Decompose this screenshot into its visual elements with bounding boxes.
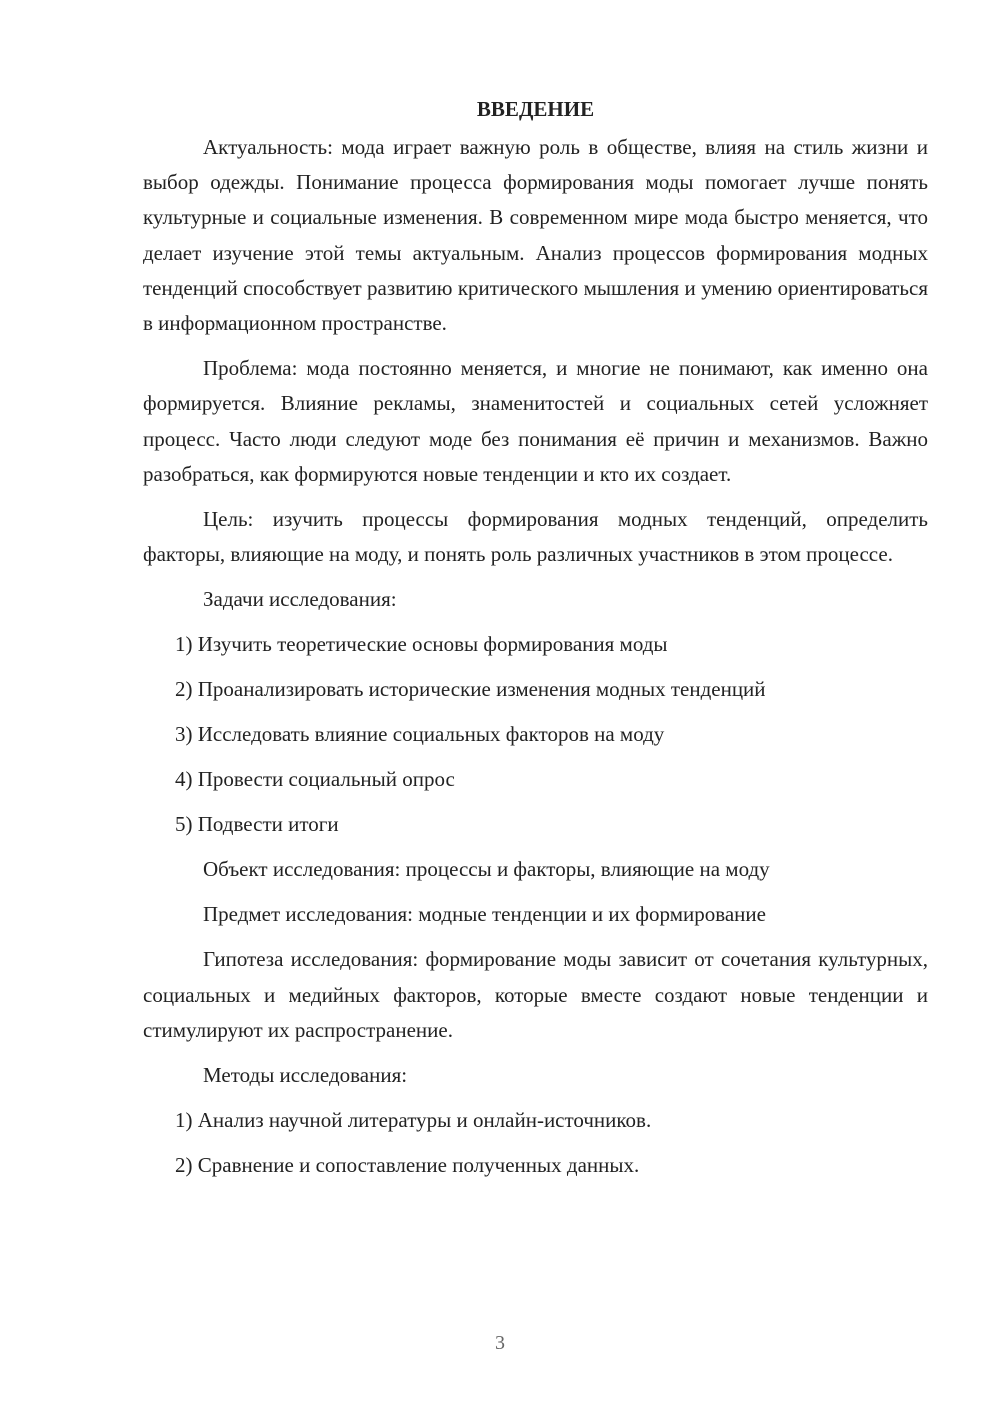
research-subject: Предмет исследования: модные тенденции и их формирование bbox=[203, 902, 766, 927]
research-object: Объект исследования: процессы и факторы, влияющие на моду bbox=[203, 857, 770, 882]
task-item-2: 2) Проанализировать исторические изменения модных тенденций bbox=[175, 677, 766, 702]
tasks-heading: Задачи исследования: bbox=[203, 587, 397, 612]
task-item-1: 1) Изучить теоретические основы формирования моды bbox=[175, 632, 668, 657]
relevance-paragraph: Актуальность: мода играет важную роль в обществе, влияя на стиль жизни и выбор одежды. Понимание процесса формирования моды помогает лучше понять культурные и социальные изменения. В современном мире мода быстро меняется, что делает изучение этой темы актуальным. Анализ процессов формирования модных тенденций способствует развитию критического мышления и умению ориентироваться в информационном пространстве. bbox=[143, 135, 928, 336]
task-item-4: 4) Провести социальный опрос bbox=[175, 767, 455, 792]
method-item-1: 1) Анализ научной литературы и онлайн-источников. bbox=[175, 1108, 652, 1133]
task-item-3: 3) Исследовать влияние социальных факторов на моду bbox=[175, 722, 665, 747]
page-title: ВВЕДЕНИЕ bbox=[476, 97, 595, 121]
task-item-5: 5) Подвести итоги bbox=[175, 812, 339, 837]
problem-paragraph: Проблема: мода постоянно меняется, и многие не понимают, как именно она формируется. Влияние рекламы, знаменитостей и социальных сетей усложняет процесс. Часто люди следуют моде без понимания её причин и механизмов. Важно разобраться, как формируются новые тенденции и кто их создает. bbox=[143, 356, 928, 486]
hypothesis-paragraph: Гипотеза исследования: формирование моды зависит от сочетания культурных, социальных и медийных факторов, которые вместе создают новые тенденции и стимулируют их распространение. bbox=[143, 947, 928, 1042]
method-item-2: 2) Сравнение и сопоставление полученных данных. bbox=[175, 1153, 640, 1178]
document-page bbox=[143, 92, 928, 1193]
page-number: 3 bbox=[495, 1332, 505, 1354]
methods-heading: Методы исследования: bbox=[203, 1063, 408, 1088]
goal-paragraph: Цель: изучить процессы формирования модных тенденций, определить факторы, влияющие на моду, и понять роль различных участников в этом процессе. bbox=[143, 507, 928, 567]
